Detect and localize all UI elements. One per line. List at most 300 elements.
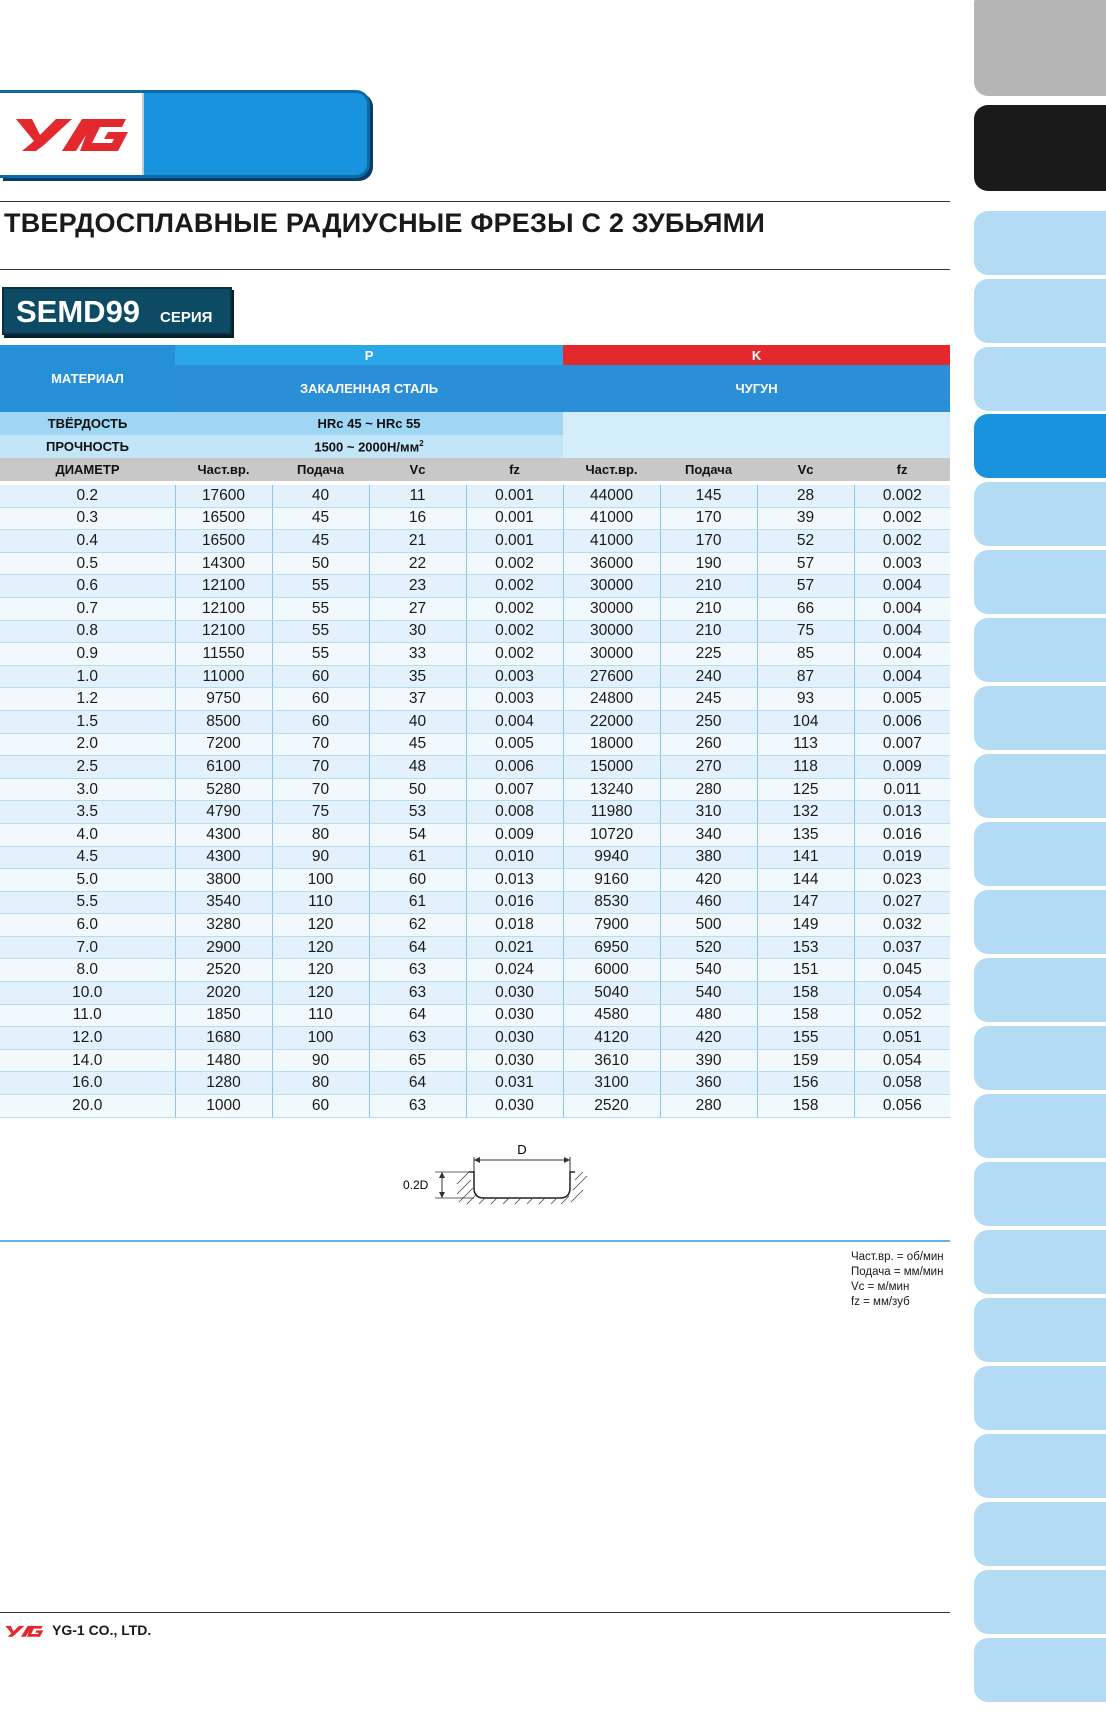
side-tab[interactable] — [974, 1434, 1106, 1498]
value-cell: 420 — [660, 1027, 757, 1050]
table-row — [0, 801, 950, 824]
value-cell: 0.007 — [466, 778, 563, 801]
value-cell: 250 — [660, 710, 757, 733]
value-cell: 500 — [660, 914, 757, 937]
value-cell: 61 — [369, 891, 466, 914]
value-cell: 64 — [369, 1004, 466, 1027]
diameter-cell: 11.0 — [0, 1004, 175, 1027]
value-cell: 240 — [660, 665, 757, 688]
table-row — [0, 823, 950, 846]
table-row — [0, 643, 950, 666]
table-row — [0, 869, 950, 892]
value-cell: 0.023 — [854, 869, 950, 892]
side-tab[interactable] — [974, 1026, 1106, 1090]
side-tab[interactable] — [974, 890, 1106, 954]
col-k-feed: Подача — [660, 458, 757, 481]
value-cell: 64 — [369, 936, 466, 959]
value-cell: 15000 — [563, 756, 660, 779]
company-name: YG-1 CO., LTD. — [52, 1622, 152, 1638]
diameter-cell: 14.0 — [0, 1049, 175, 1072]
table-row — [0, 756, 950, 779]
slot-profile — [469, 1172, 575, 1198]
value-cell: 55 — [272, 643, 369, 666]
table-row — [0, 552, 950, 575]
value-cell: 0.002 — [854, 507, 950, 530]
group-k-strength — [563, 435, 950, 458]
series-word: СЕРИЯ — [160, 309, 213, 326]
value-cell: 0.030 — [466, 1049, 563, 1072]
table-row — [0, 575, 950, 598]
value-cell: 10720 — [563, 823, 660, 846]
logo — [0, 93, 144, 175]
value-cell: 3100 — [563, 1072, 660, 1095]
value-cell: 0.002 — [466, 643, 563, 666]
diameter-cell: 2.5 — [0, 756, 175, 779]
value-cell: 158 — [757, 982, 854, 1005]
value-cell: 60 — [272, 688, 369, 711]
diagram-bottom-rule — [0, 1240, 950, 1242]
value-cell: 30000 — [563, 643, 660, 666]
value-cell: 1480 — [175, 1049, 272, 1072]
value-cell: 1680 — [175, 1027, 272, 1050]
col-p-fz: fz — [466, 458, 563, 481]
value-cell: 420 — [660, 869, 757, 892]
value-cell: 3540 — [175, 891, 272, 914]
side-tab[interactable] — [974, 686, 1106, 750]
value-cell: 7900 — [563, 914, 660, 937]
value-cell: 39 — [757, 507, 854, 530]
diameter-cell: 3.0 — [0, 778, 175, 801]
header-logo-band — [0, 90, 370, 178]
footer — [4, 1622, 151, 1639]
title-top-rule — [0, 201, 950, 202]
value-cell: 260 — [660, 733, 757, 756]
value-cell: 159 — [757, 1049, 854, 1072]
value-cell: 90 — [272, 1049, 369, 1072]
value-cell: 280 — [660, 1095, 757, 1118]
diameter-cell: 0.5 — [0, 552, 175, 575]
table-row — [0, 733, 950, 756]
value-cell: 60 — [369, 869, 466, 892]
value-cell: 55 — [272, 620, 369, 643]
table-row — [0, 891, 950, 914]
value-cell: 0.003 — [466, 688, 563, 711]
value-cell: 0.009 — [854, 756, 950, 779]
value-cell: 158 — [757, 1004, 854, 1027]
table-row — [0, 1049, 950, 1072]
value-cell: 16500 — [175, 530, 272, 553]
value-cell: 60 — [272, 1095, 369, 1118]
diagram-width-label: D — [517, 1142, 527, 1157]
side-tab[interactable] — [974, 1230, 1106, 1294]
value-cell: 0.005 — [854, 688, 950, 711]
value-cell: 125 — [757, 778, 854, 801]
value-cell: 28 — [757, 485, 854, 507]
cutting-data-table — [0, 345, 950, 1118]
value-cell: 0.051 — [854, 1027, 950, 1050]
side-tab[interactable] — [974, 1366, 1106, 1430]
value-cell: 190 — [660, 552, 757, 575]
side-tab[interactable] — [974, 1638, 1106, 1702]
side-tab[interactable] — [974, 958, 1106, 1022]
units-legend — [851, 1250, 944, 1310]
value-cell: 4300 — [175, 823, 272, 846]
side-tab[interactable] — [974, 550, 1106, 614]
col-k-fz: fz — [854, 458, 950, 481]
value-cell: 63 — [369, 1095, 466, 1118]
diameter-cell: 6.0 — [0, 914, 175, 937]
value-cell: 11550 — [175, 643, 272, 666]
series-name: SEMD99 — [16, 294, 141, 329]
value-cell: 540 — [660, 959, 757, 982]
value-cell: 66 — [757, 597, 854, 620]
table-row — [0, 936, 950, 959]
material-label: МАТЕРИАЛ — [0, 345, 175, 412]
value-cell: 48 — [369, 756, 466, 779]
value-cell: 210 — [660, 597, 757, 620]
value-cell: 30000 — [563, 575, 660, 598]
value-cell: 50 — [272, 552, 369, 575]
side-tab[interactable] — [974, 1162, 1106, 1226]
value-cell: 63 — [369, 982, 466, 1005]
arrow-left-icon — [474, 1157, 480, 1163]
value-cell: 0.004 — [854, 597, 950, 620]
value-cell: 60 — [272, 710, 369, 733]
group-p-strength — [175, 435, 563, 458]
hatch-pattern — [457, 1172, 587, 1204]
diagram-depth-label: 0.2D — [403, 1178, 429, 1192]
value-cell: 12100 — [175, 597, 272, 620]
value-cell: 52 — [757, 530, 854, 553]
table-row — [0, 710, 950, 733]
table-row — [0, 1072, 950, 1095]
value-cell: 270 — [660, 756, 757, 779]
diameter-cell: 0.3 — [0, 507, 175, 530]
value-cell: 0.037 — [854, 936, 950, 959]
value-cell: 0.013 — [466, 869, 563, 892]
value-cell: 210 — [660, 575, 757, 598]
value-cell: 0.001 — [466, 507, 563, 530]
diameter-cell: 0.6 — [0, 575, 175, 598]
arrow-up-icon — [439, 1172, 445, 1178]
side-tab[interactable] — [974, 1094, 1106, 1158]
side-tab[interactable] — [974, 1502, 1106, 1566]
side-tab[interactable] — [974, 105, 1106, 191]
value-cell: 80 — [272, 1072, 369, 1095]
value-cell: 0.002 — [854, 530, 950, 553]
value-cell: 63 — [369, 1027, 466, 1050]
value-cell: 8500 — [175, 710, 272, 733]
value-cell: 340 — [660, 823, 757, 846]
side-tab[interactable] — [974, 1570, 1106, 1634]
value-cell: 170 — [660, 507, 757, 530]
value-cell: 11000 — [175, 665, 272, 688]
value-cell: 0.045 — [854, 959, 950, 982]
value-cell: 90 — [272, 846, 369, 869]
value-cell: 158 — [757, 1095, 854, 1118]
value-cell: 22 — [369, 552, 466, 575]
legend-fz: fz = мм/зуб — [851, 1296, 910, 1308]
value-cell: 0.056 — [854, 1095, 950, 1118]
value-cell: 170 — [660, 530, 757, 553]
value-cell: 1850 — [175, 1004, 272, 1027]
value-cell: 480 — [660, 1004, 757, 1027]
side-index-tabs — [974, 0, 1106, 1718]
value-cell: 55 — [272, 597, 369, 620]
value-cell: 144 — [757, 869, 854, 892]
value-cell: 3610 — [563, 1049, 660, 1072]
hardness-label: ТВЁРДОСТЬ — [0, 412, 175, 435]
value-cell: 57 — [757, 552, 854, 575]
value-cell: 100 — [272, 1027, 369, 1050]
value-cell: 22000 — [563, 710, 660, 733]
value-cell: 0.005 — [466, 733, 563, 756]
value-cell: 62 — [369, 914, 466, 937]
value-cell: 64 — [369, 1072, 466, 1095]
value-cell: 40 — [369, 710, 466, 733]
value-cell: 5280 — [175, 778, 272, 801]
table-row — [0, 1004, 950, 1027]
value-cell: 0.016 — [466, 891, 563, 914]
value-cell: 3280 — [175, 914, 272, 937]
table-body — [0, 485, 950, 1117]
value-cell: 6100 — [175, 756, 272, 779]
group-k-name: ЧУГУН — [563, 365, 950, 412]
diameter-cell: 0.7 — [0, 597, 175, 620]
value-cell: 0.032 — [854, 914, 950, 937]
value-cell: 11 — [369, 485, 466, 507]
diameter-cell: 12.0 — [0, 1027, 175, 1050]
value-cell: 120 — [272, 914, 369, 937]
value-cell: 2900 — [175, 936, 272, 959]
value-cell: 14300 — [175, 552, 272, 575]
legend-feed: Подача = мм/мин — [851, 1266, 944, 1278]
value-cell: 13240 — [563, 778, 660, 801]
strength-label: ПРОЧНОСТЬ — [0, 435, 175, 458]
value-cell: 0.009 — [466, 823, 563, 846]
value-cell: 7200 — [175, 733, 272, 756]
value-cell: 0.004 — [854, 643, 950, 666]
value-cell: 87 — [757, 665, 854, 688]
diameter-cell: 0.8 — [0, 620, 175, 643]
value-cell: 0.004 — [854, 575, 950, 598]
value-cell: 0.003 — [854, 552, 950, 575]
value-cell: 30000 — [563, 620, 660, 643]
side-tab[interactable] — [974, 618, 1106, 682]
group-p-strength-sup: 2 — [419, 438, 424, 448]
value-cell: 23 — [369, 575, 466, 598]
side-tab[interactable] — [974, 211, 1106, 275]
value-cell: 0.019 — [854, 846, 950, 869]
value-cell: 460 — [660, 891, 757, 914]
value-cell: 153 — [757, 936, 854, 959]
value-cell: 0.016 — [854, 823, 950, 846]
value-cell: 360 — [660, 1072, 757, 1095]
value-cell: 0.001 — [466, 485, 563, 507]
value-cell: 380 — [660, 846, 757, 869]
value-cell: 4790 — [175, 801, 272, 824]
side-tab[interactable] — [974, 482, 1106, 546]
value-cell: 0.054 — [854, 982, 950, 1005]
value-cell: 33 — [369, 643, 466, 666]
value-cell: 310 — [660, 801, 757, 824]
table-row — [0, 507, 950, 530]
col-k-rpm: Част.вр. — [563, 458, 660, 481]
value-cell: 0.010 — [466, 846, 563, 869]
arrow-right-icon — [564, 1157, 570, 1163]
diameter-cell: 1.2 — [0, 688, 175, 711]
value-cell: 0.052 — [854, 1004, 950, 1027]
value-cell: 120 — [272, 982, 369, 1005]
value-cell: 41000 — [563, 530, 660, 553]
value-cell: 45 — [369, 733, 466, 756]
diameter-cell: 0.4 — [0, 530, 175, 553]
value-cell: 50 — [369, 778, 466, 801]
value-cell: 120 — [272, 959, 369, 982]
value-cell: 100 — [272, 869, 369, 892]
diameter-cell: 8.0 — [0, 959, 175, 982]
value-cell: 0.030 — [466, 1004, 563, 1027]
group-p-code: P — [175, 345, 563, 365]
table-row — [0, 914, 950, 937]
value-cell: 1000 — [175, 1095, 272, 1118]
value-cell: 540 — [660, 982, 757, 1005]
table-row — [0, 1095, 950, 1118]
diameter-cell: 20.0 — [0, 1095, 175, 1118]
value-cell: 0.002 — [466, 575, 563, 598]
table-row — [0, 959, 950, 982]
side-tab[interactable] — [974, 1298, 1106, 1362]
value-cell: 4300 — [175, 846, 272, 869]
arrow-down-icon — [439, 1192, 445, 1198]
value-cell: 0.058 — [854, 1072, 950, 1095]
table-row — [0, 665, 950, 688]
table-row — [0, 1027, 950, 1050]
value-cell: 0.027 — [854, 891, 950, 914]
table-row — [0, 688, 950, 711]
value-cell: 41000 — [563, 507, 660, 530]
diameter-cell: 1.0 — [0, 665, 175, 688]
value-cell: 155 — [757, 1027, 854, 1050]
value-cell: 75 — [272, 801, 369, 824]
value-cell: 147 — [757, 891, 854, 914]
value-cell: 0.004 — [466, 710, 563, 733]
value-cell: 0.001 — [466, 530, 563, 553]
value-cell: 9940 — [563, 846, 660, 869]
diameter-cell: 1.5 — [0, 710, 175, 733]
value-cell: 21 — [369, 530, 466, 553]
value-cell: 149 — [757, 914, 854, 937]
value-cell: 70 — [272, 778, 369, 801]
side-tab[interactable] — [974, 822, 1106, 886]
group-p-name: ЗАКАЛЕННАЯ СТАЛЬ — [175, 365, 563, 412]
value-cell: 0.031 — [466, 1072, 563, 1095]
value-cell: 63 — [369, 959, 466, 982]
value-cell: 113 — [757, 733, 854, 756]
series-badge — [2, 287, 232, 335]
value-cell: 0.054 — [854, 1049, 950, 1072]
table-row — [0, 597, 950, 620]
value-cell: 16 — [369, 507, 466, 530]
value-cell: 30 — [369, 620, 466, 643]
value-cell: 61 — [369, 846, 466, 869]
side-tab[interactable] — [974, 279, 1106, 343]
value-cell: 80 — [272, 823, 369, 846]
side-tab[interactable] — [974, 0, 1106, 96]
group-k-code: K — [563, 345, 950, 365]
diameter-cell: 2.0 — [0, 733, 175, 756]
value-cell: 24800 — [563, 688, 660, 711]
value-cell: 65 — [369, 1049, 466, 1072]
value-cell: 4120 — [563, 1027, 660, 1050]
value-cell: 45 — [272, 507, 369, 530]
diameter-cell: 3.5 — [0, 801, 175, 824]
diameter-label: ДИАМЕТР — [0, 458, 175, 481]
value-cell: 0.018 — [466, 914, 563, 937]
value-cell: 2520 — [563, 1095, 660, 1118]
value-cell: 54 — [369, 823, 466, 846]
diameter-cell: 0.2 — [0, 485, 175, 507]
value-cell: 53 — [369, 801, 466, 824]
value-cell: 11980 — [563, 801, 660, 824]
value-cell: 210 — [660, 620, 757, 643]
side-tab[interactable] — [974, 347, 1106, 411]
value-cell: 36000 — [563, 552, 660, 575]
col-p-feed: Подача — [272, 458, 369, 481]
value-cell: 37 — [369, 688, 466, 711]
table-row — [0, 778, 950, 801]
value-cell: 27 — [369, 597, 466, 620]
value-cell: 57 — [757, 575, 854, 598]
group-k-hardness — [563, 412, 950, 435]
value-cell: 18000 — [563, 733, 660, 756]
value-cell: 60 — [272, 665, 369, 688]
value-cell: 17600 — [175, 485, 272, 507]
value-cell: 8530 — [563, 891, 660, 914]
col-p-rpm: Част.вр. — [175, 458, 272, 481]
value-cell: 110 — [272, 891, 369, 914]
diameter-cell: 0.9 — [0, 643, 175, 666]
value-cell: 1280 — [175, 1072, 272, 1095]
group-p-strength-value: 1500 ~ 2000Н/мм — [314, 439, 420, 455]
value-cell: 104 — [757, 710, 854, 733]
value-cell: 55 — [272, 575, 369, 598]
value-cell: 2520 — [175, 959, 272, 982]
value-cell: 0.003 — [466, 665, 563, 688]
value-cell: 145 — [660, 485, 757, 507]
value-cell: 0.011 — [854, 778, 950, 801]
col-p-vc: Vc — [369, 458, 466, 481]
value-cell: 280 — [660, 778, 757, 801]
diameter-cell: 7.0 — [0, 936, 175, 959]
diameter-cell: 4.5 — [0, 846, 175, 869]
value-cell: 135 — [757, 823, 854, 846]
side-tab[interactable] — [974, 754, 1106, 818]
group-p-hardness: HRc 45 ~ HRc 55 — [175, 412, 563, 435]
table-row — [0, 846, 950, 869]
value-cell: 0.006 — [854, 710, 950, 733]
value-cell: 9750 — [175, 688, 272, 711]
value-cell: 2020 — [175, 982, 272, 1005]
value-cell: 16500 — [175, 507, 272, 530]
value-cell: 70 — [272, 756, 369, 779]
side-tab[interactable] — [974, 414, 1106, 478]
value-cell: 0.030 — [466, 982, 563, 1005]
value-cell: 0.004 — [854, 620, 950, 643]
value-cell: 0.021 — [466, 936, 563, 959]
value-cell: 6950 — [563, 936, 660, 959]
value-cell: 225 — [660, 643, 757, 666]
